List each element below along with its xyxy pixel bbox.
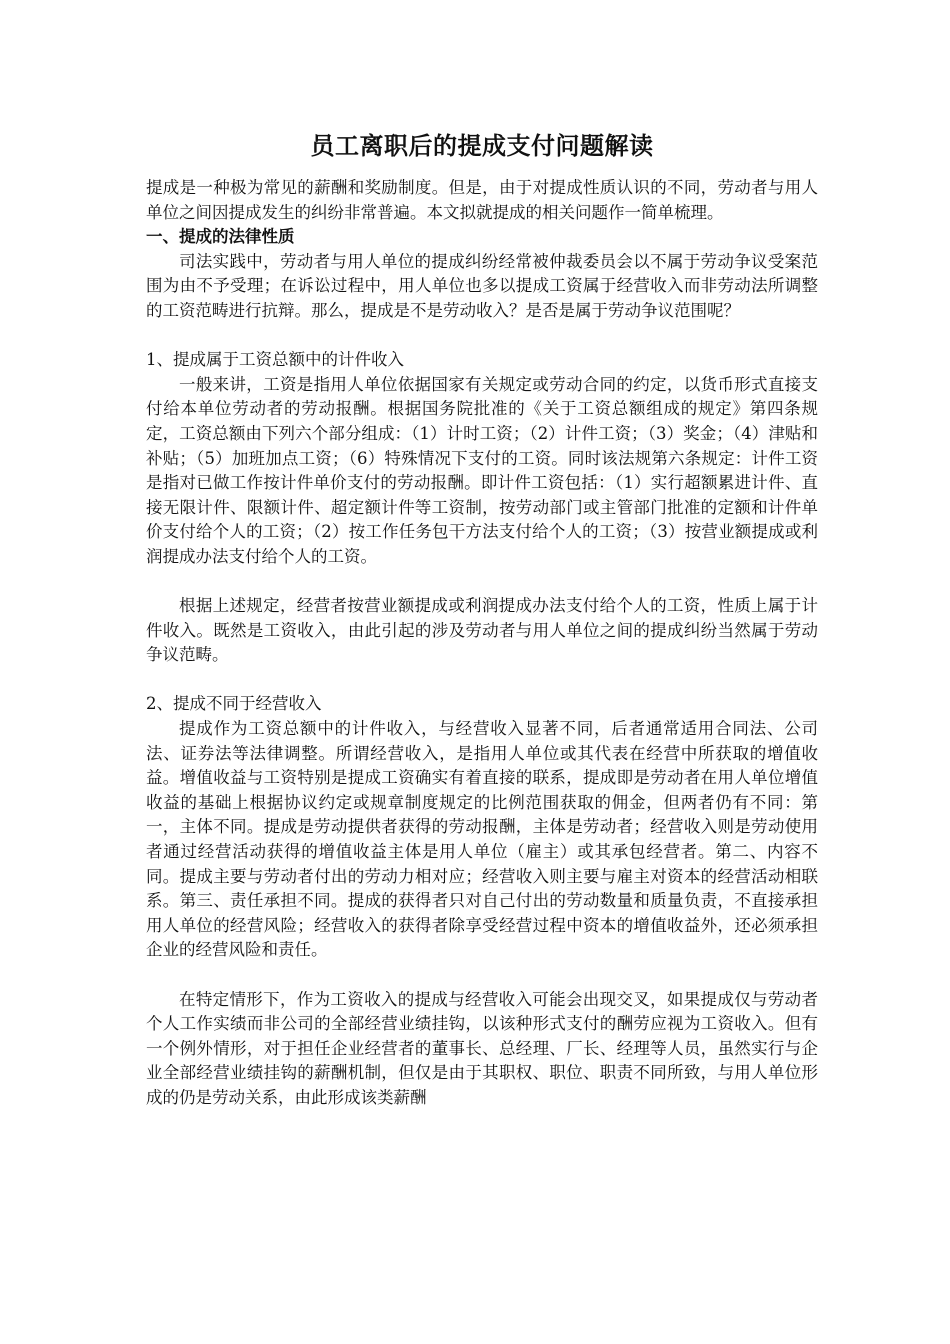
- sub1-paragraph-1: 一般来讲，工资是指用人单位依据国家有关规定或劳动合同的约定，以货币形式直接支付给本单位劳动者的劳动报酬。根据国务院批准的《关于工资总额组成的规定》第四条规定，工资总额由下列六个部分组成：（1）计时工资；（2）计件工资；（3）奖金；（4）津贴和补贴；（5）加班加点工资；（6）特殊情况下支付的工资。同时该法规第六条规定：计件工资是指对已做工作按计件单价支付的劳动报酬。即计件工资包括：（1）实行超额累进计件、直接无限计件、限额计件、超定额计件等工资制，按劳动部门或主管部门批准的定额和计件单价支付给个人的工资；（2）按工作任务包干方法支付给个人的工资；（3）按营业额提成或利润提成办法支付给个人的工资。: [146, 374, 818, 566]
- document-page: [146, 128, 818, 1111]
- intro-paragraph: 提成是一种极为常见的薪酬和奖励制度。但是，由于对提成性质认识的不同，劳动者与用人单位之间因提成发生的纠纷非常普遍。本文拟就提成的相关问题作一简单梳理。: [146, 178, 818, 222]
- paragraph-gap: [146, 963, 818, 988]
- subheading-piecework-income: 1、提成属于工资总额中的计件收入: [146, 350, 404, 370]
- paragraph-gap: [146, 668, 818, 693]
- paragraph-gap: [146, 570, 818, 595]
- paragraph-gap: [146, 324, 818, 349]
- sub2-paragraph-2: 在特定情形下，作为工资收入的提成与经营收入可能会出现交叉，如果提成仅与劳动者个人工作实绩而非公司的全部经营业绩挂钩，以该种形式支付的酬劳应视为工资收入。但有一个例外情形，对于担任企业经营者的董事长、总经理、厂长、经理等人员，虽然实行与企业全部经营业绩挂钩的薪酬机制，但仅是由于其职权、职位、职责不同所致，与用人单位形成的仍是劳动关系，由此形成该类薪酬: [146, 989, 818, 1107]
- subheading-operating-income: 2、提成不同于经营收入: [146, 694, 322, 714]
- section-heading-legal-nature: 一、提成的法律性质: [146, 227, 295, 247]
- document-title: 员工离职后的提成支付问题解读: [310, 131, 654, 160]
- sub2-paragraph-1: 提成作为工资总额中的计件收入，与经营收入显著不同，后者通常适用合同法、公司法、证券法等法律调整。所谓经营收入，是指用人单位或其代表在经营中所获取的增值收益。增值收益与工资特别是提成工资确实有着直接的联系，提成即是劳动者在用人单位增值收益的基础上根据协议约定或规章制度规定的比例范围获取的佣金，但两者仍有不同：第一，主体不同。提成是劳动提供者获得的劳动报酬，主体是劳动者；经营收入则是劳动使用者通过经营活动获得的增值收益主体是用人单位（雇主）或其承包经营者。第二、内容不同。提成主要与劳动者付出的劳动力相对应；经营收入则主要与雇主对资本的经营活动相联系。第三、责任承担不同。提成的获得者只对自己付出的劳动数量和质量负责，不直接承担用人单位的经营风险；经营收入的获得者除享受经营过程中资本的增值收益外，还必须承担企业的经营风险和责任。: [146, 719, 818, 960]
- section1-paragraph: 司法实践中，劳动者与用人单位的提成纠纷经常被仲裁委员会以不属于劳动争议受案范围为由不予受理；在诉讼过程中，用人单位也多以提成工资属于经营收入而非劳动法所调整的工资范畴进行抗辩。那么，提成是不是劳动收入？是否是属于劳动争议范围呢？: [146, 251, 818, 320]
- sub1-paragraph-2: 根据上述规定，经营者按营业额提成或利润提成办法支付给个人的工资，性质上属于计件收入。既然是工资收入，由此引起的涉及劳动者与用人单位之间的提成纠纷当然属于劳动争议范畴。: [146, 596, 818, 665]
